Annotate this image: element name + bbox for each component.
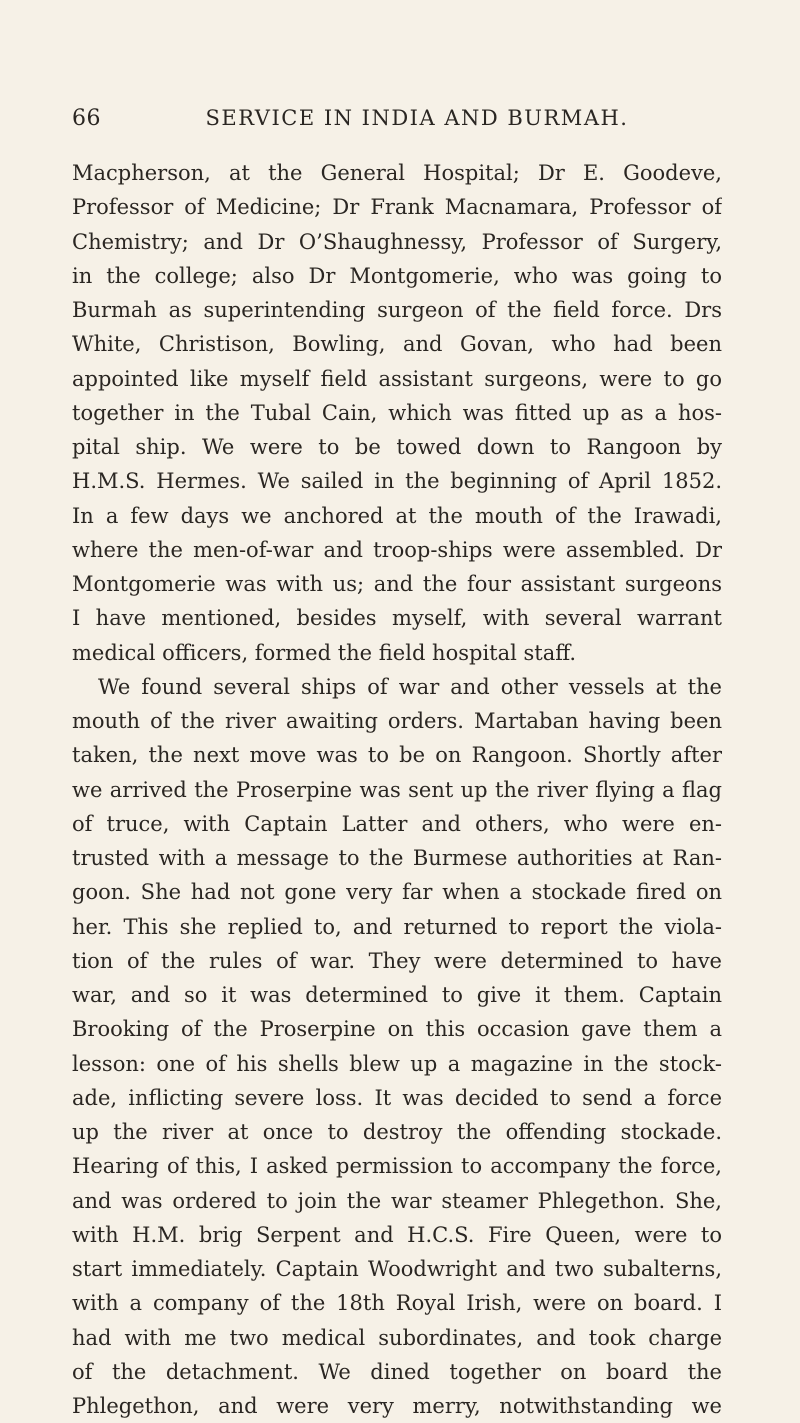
text-line: Professor of Medicine; Dr Frank Macnamara, Professor of: [72, 195, 722, 220]
text-line: of truce, with Captain Latter and others, who were en-: [72, 811, 722, 836]
text-line: with a company of the 18th Royal Irish, were on board. I: [72, 1291, 722, 1316]
text-line: had with me two medical subordinates, and took charge: [72, 1325, 722, 1350]
text-line: appointed like myself field assistant surgeons, were to go: [72, 366, 722, 391]
running-title: SERVICE IN INDIA AND BURMAH.: [205, 106, 629, 130]
text-line: lesson: one of his shells blew up a magazine in the stock-: [72, 1051, 722, 1076]
text-line: where the men-of-war and troop-ships were assembled. Dr: [72, 537, 722, 562]
page-header: [72, 106, 722, 140]
text-line: White, Christison, Bowling, and Govan, who had been: [72, 332, 722, 357]
text-line: and was ordered to join the war steamer Phlegethon. She,: [72, 1188, 722, 1213]
text-line: together in the Tubal Cain, which was fitted up as a hos-: [72, 400, 722, 425]
text-line: trusted with a message to the Burmese authorities at Ran-: [72, 846, 722, 870]
text-line: taken, the next move was to be on Rangoon. Shortly after: [72, 743, 722, 768]
text-line: Chemistry; and Dr O’Shaughnessy, Professor of Surgery,: [72, 229, 722, 254]
text-line: In a few days we anchored at the mouth of the Irawadi,: [72, 503, 722, 528]
text-line: I have mentioned, besides myself, with several warrant: [72, 606, 722, 631]
text-line: H.M.S. Hermes. We sailed in the beginning of April 1852.: [72, 469, 722, 494]
text-line: pital ship. We were to be towed down to Rangoon by: [72, 435, 722, 459]
text-line: start immediately. Captain Woodwright and two subalterns,: [72, 1257, 722, 1281]
text-line: We found several ships of war and other vessels at the: [98, 674, 722, 699]
text-line: of the detachment. We dined together on board the: [72, 1359, 722, 1384]
text-line: war, and so it was determined to give it them. Captain: [72, 983, 722, 1007]
text-line: tion of the rules of war. They were determined to have: [72, 948, 722, 973]
text-line: Montgomerie was with us; and the four assistant surgeons: [72, 572, 722, 596]
text-line: Macpherson, at the General Hospital; Dr E. Goodeve,: [72, 161, 722, 185]
text-line: her. This she replied to, and returned to report the viola-: [72, 914, 722, 939]
text-line: goon. She had not gone very far when a stockade fired on: [72, 880, 722, 905]
text-line: Burmah as superintending surgeon of the field force. Drs: [72, 298, 722, 322]
text-line: ade, inflicting severe loss. It was decided to send a force: [72, 1085, 722, 1110]
text-line: with H.M. brig Serpent and H.C.S. Fire Queen, were to: [72, 1222, 722, 1247]
text-line: Brooking of the Proserpine on this occasion gave them a: [72, 1017, 722, 1042]
text-line: we arrived the Proserpine was sent up the river flying a flag: [72, 777, 722, 802]
body-text: [72, 156, 722, 1423]
text-line: up the river at once to destroy the offending stockade.: [72, 1120, 722, 1144]
text-line: Phlegethon, and were very merry, notwithstanding we: [72, 1394, 722, 1418]
text-line: medical officers, formed the field hospital staff.: [72, 640, 577, 665]
text-line: in the college; also Dr Montgomerie, who was going to: [72, 263, 722, 288]
text-line: Hearing of this, I asked permission to accompany the force,: [72, 1154, 722, 1179]
page-number: 66: [72, 106, 101, 131]
text-line: mouth of the river awaiting orders. Martaban having been: [72, 709, 722, 733]
